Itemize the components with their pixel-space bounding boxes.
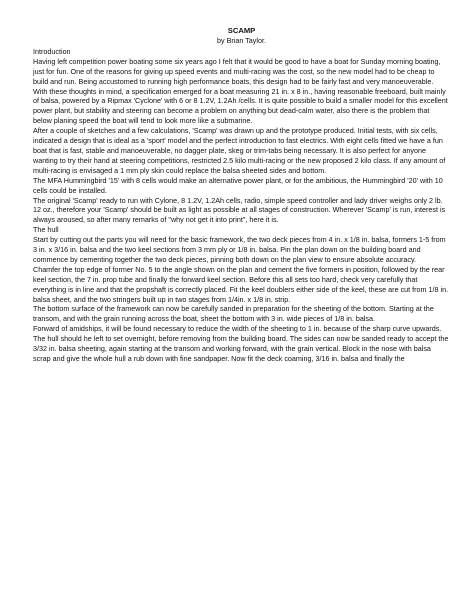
section-heading: The hull	[33, 225, 59, 235]
body-paragraph: The MFA Hummingbird '15' with 8 cells would make an alternative power plant, or for the ambitious, the Hummingbird '20' with 10 cells could be installed.	[33, 175, 443, 195]
document-byline: by Brian Taylor.	[216, 36, 266, 45]
section-heading: Introduction	[33, 46, 71, 56]
body-paragraph: Start by cutting out the parts you will need for the basic framework, the two deck pieces from 4 in. x 1/8 in. balsa, formers 1-5 from 3 in. x 3/16 in. balsa and the two keel sections from 3 mm ply or 1/8 in. balsa. Pin the plan down on the building board and commence by cementing together the two deck pieces, pinning both down on the plan view to ensure absolute accuracy.	[33, 235, 446, 264]
body-paragraph: Having left competition power boating some six years ago I felt that it would be good to have a boat for Sunday morning boating, just for fun. One of the reasons for giving up speed events and multi-racing was the cost, so the new model had to be cheap to build and run. Being accustomed to running high performance boats, this design had to be fairly fast and very manoeuverable.	[33, 56, 441, 86]
document-body	[33, 47, 450, 364]
document-title: SCAMP	[227, 26, 256, 35]
body-paragraph: Chamfer the top edge of former No. 5 to the angle shown on the plan and cement the five formers in position, followed by the rear keel section, the 7 in. prop tube and finally the forward keel section. Before this all sets too hard, check very carefully that everything is in line and that the propshaft is correctly placed. Fit the keel doublers either side of the keel, these are cut from 1/8 in. balsa sheet, and the two stringers built up in two stages from 1/4in. x 1/8 in. strip.	[33, 264, 449, 304]
body-paragraph: Forward of amidships, it will be found necessary to reduce the width of the sheeting to 1 in. because of the sharp curve upwards. The hull should he left to set overnight, before removing from the building board. The sides can now be sanded ready to accept the 3/32 in. balsa sheeting, again starting at the transom and working forward, with the grain vertical. Block in the nose with balsa scrap and give the whole hull a rub down with fine sandpaper. Now fit the deck coaming, 3/16 in. balsa and finally the	[33, 324, 449, 363]
body-paragraph: With these thoughts in mind, a specification emerged for a boat measuring 21 in. x 8 in., having reasonable freeboard, built mainly of balsa, powered by a Ripmax 'Cyclone' with 6 or 8 1.2V, 1.2Ah /cells. It is quite possible to build a smaller model for this excellent power plant, but stability and steering can become a problem on anything but dead-calm water, also there is the problem that below planing speed the boat will tend to look more like a submarine.	[33, 86, 448, 126]
body-paragraph: The bottom surface of the framework can now be carefully sanded in preparation for the sheeting of the bottom. Starting at the transom, and with the grain running across the boat, sheet the bottom with 3 in. wide pieces of 1/8 in. balsa.	[33, 304, 434, 324]
body-paragraph: After a couple of sketches and a few calculations, 'Scamp' was drawn up and the prototype produced. Initial tests, with six cells, indicated a design that is ideal as a 'sport' model and the perfect introduction to fast electrics. With eight cells fitted we have a fun boat that is fast, stable and manoeuverable, no dagger plate, skeg or trim-tabs being necessary. It is also perfect for anyone wanting to try their hand at steering competitions, restricted 2.5 kilo multi-racing or the new proposed 2 kilo class. If any amount of multi-racing is envisaged a 1 mm ply skin could replace the balsa sheeted sides and bottom.	[33, 126, 446, 175]
body-paragraph: The original 'Scamp' ready to run with Cylone, 8 1.2V, 1.2Ah cells, radio, simple speed controller and lady driver weighs only 2 lb. 12 oz., therefore your 'Scamp' should be built as light as possible at all stages of construction. Wherever 'Scamp' is run, interest is always aroused, so after many remarks of "why not get it into print", here it is.	[33, 195, 446, 225]
